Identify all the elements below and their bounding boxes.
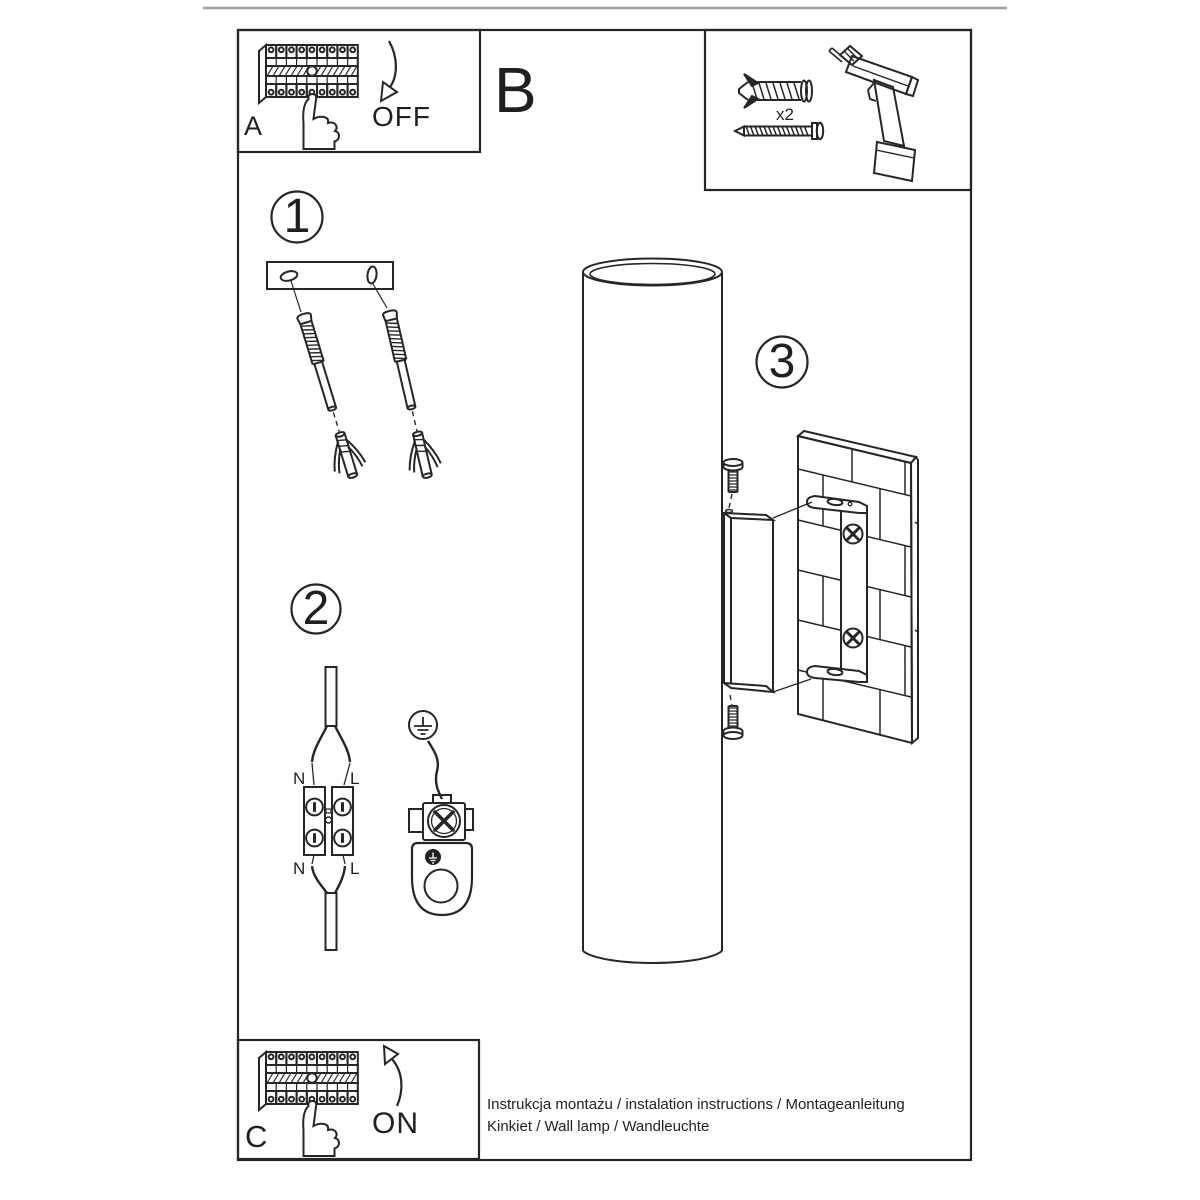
pointing-hand-icon <box>303 94 339 149</box>
leader-line <box>291 281 387 312</box>
circuit-breaker-panel-icon <box>259 1052 358 1110</box>
set-screw-icon <box>724 706 743 739</box>
lamp-tube-drawing <box>583 259 722 964</box>
footer-product-type: Kinkiet / Wall lamp / Wandleuchte <box>487 1118 710 1135</box>
set-screw-icon <box>724 459 743 492</box>
screw-and-anchor-drawing <box>288 309 369 482</box>
earth-clamp-drawing <box>409 795 473 840</box>
off-arrow-icon <box>381 41 397 101</box>
circuit-breaker-panel-icon <box>259 45 358 103</box>
terminal-label-n-top: N <box>293 769 306 788</box>
earth-symbol-icon <box>409 711 437 739</box>
section-label-a: A <box>244 111 263 141</box>
pointing-hand-icon <box>303 1101 339 1156</box>
step-2-number: 2 <box>302 582 330 635</box>
terminal-label-l-bottom: L <box>350 859 360 878</box>
screw-and-anchor-drawing <box>374 307 444 481</box>
terminal-label-n-bottom: N <box>293 859 306 878</box>
hardware-quantity-label: x2 <box>776 105 794 124</box>
terminal-block-drawing <box>304 787 353 855</box>
section-label-b: B <box>494 54 537 126</box>
wall-plug-icon <box>739 74 812 108</box>
footer-instructions-title: Instrukcja montażu / instalation instructions / Montageanleitung <box>487 1096 905 1113</box>
earth-wire-drawing <box>428 741 442 799</box>
mounting-screw-icon <box>735 123 823 139</box>
step-3-number: 3 <box>768 335 796 388</box>
screw-dash-line <box>730 695 732 705</box>
on-arrow-icon <box>384 1046 401 1106</box>
terminal-label-l-top: L <box>350 769 360 788</box>
screw-dash-line <box>729 494 732 508</box>
breaker-off-label: OFF <box>372 101 431 132</box>
step-1-number: 1 <box>283 190 311 243</box>
section-box-a <box>238 30 480 152</box>
power-drill-icon <box>829 46 918 181</box>
breaker-on-label: ON <box>372 1107 419 1140</box>
canopy-drawing <box>412 843 472 915</box>
section-label-c: C <box>245 1119 268 1154</box>
